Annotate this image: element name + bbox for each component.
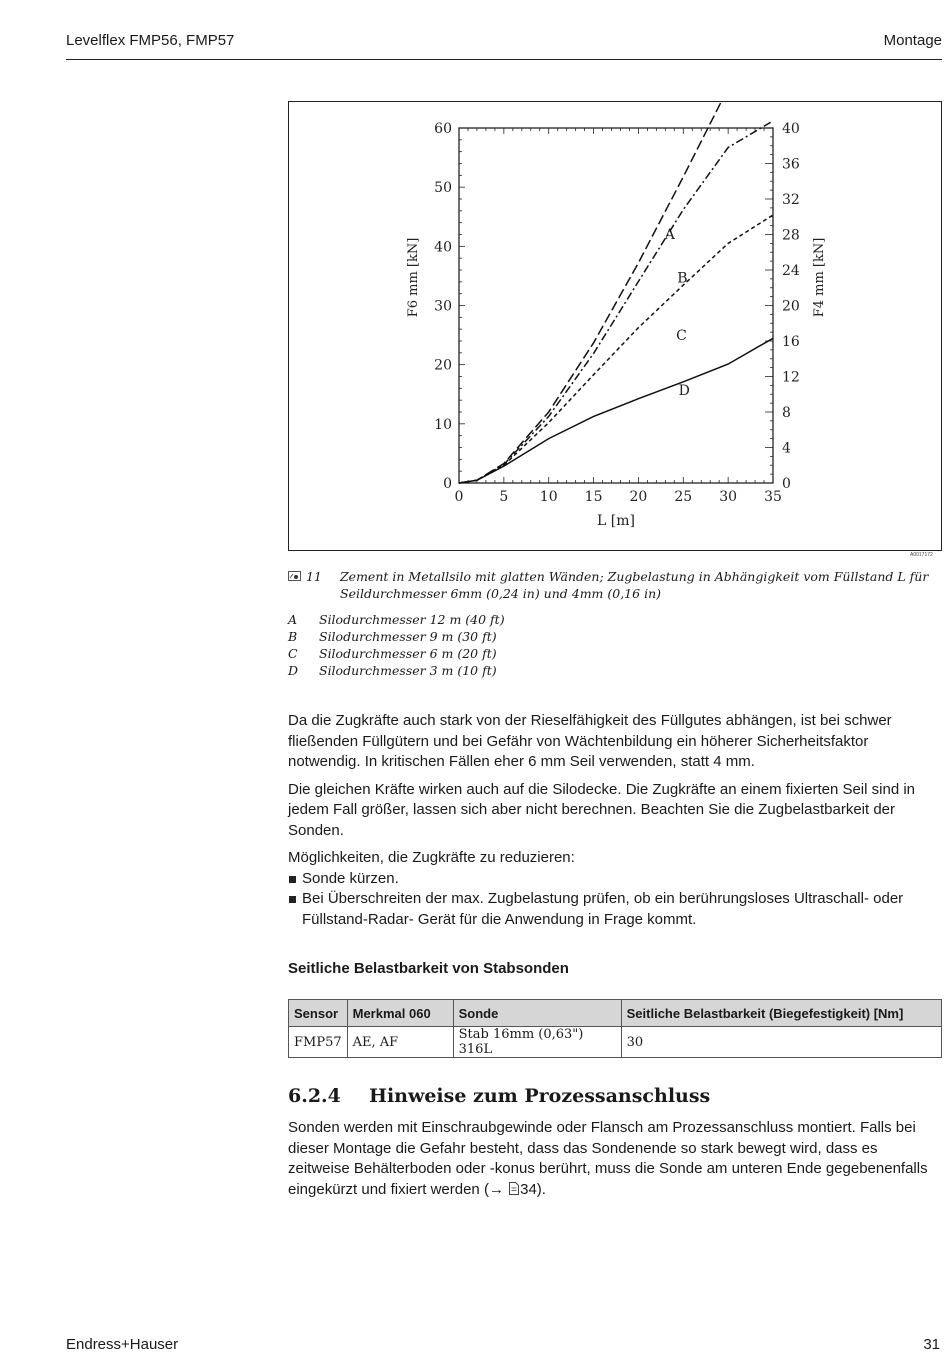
y-tick-label-left: 50 (434, 180, 452, 197)
header-rule (66, 59, 942, 60)
y-axis-label-right: F4 mm [kN] (812, 237, 827, 318)
x-tick-label: 20 (629, 489, 648, 505)
legend-text: Silodurchmesser 3 m (10 ft) (319, 663, 497, 678)
series-line-a (459, 102, 773, 483)
y-tick-label-right: 32 (782, 192, 800, 208)
table-row (289, 1027, 942, 1058)
x-tick-label: 5 (499, 489, 509, 505)
figure-number: 11 (288, 568, 322, 585)
x-tick-label: 15 (584, 489, 603, 505)
bullet-item: Sonde kürzen. (288, 869, 942, 890)
paragraph-1: Da die Zugkräfte auch stark von der Rieselfähigkeit des Füllgutes abhängen, ist bei schwer fließenden Füllgütern und bei Gefähr von Wächtenbildung ein höherer Sicherheitsfaktor notwendig. In kritischen Fällen eher 6 mm Seil verwenden, statt 4 mm. (288, 712, 892, 770)
table-header: Sonde (453, 1000, 621, 1027)
x-tick-label: 25 (674, 489, 693, 505)
legend-text: Silodurchmesser 6 m (20 ft) (319, 646, 497, 661)
series-label: A (664, 226, 675, 243)
bullet-item: Bei Überschreiten der max. Zugbelastung prüfen, ob ein berührungsloses Ultraschall- oder Füllstand-Radar- Gerät für die Anwendung in Frage kommt. (288, 889, 942, 930)
header-section: Montage (883, 32, 942, 49)
y-tick-label-right: 24 (782, 263, 800, 279)
footer-company: Endress+Hauser (66, 1336, 179, 1353)
table-cell: FMP57 (289, 1027, 348, 1058)
page-number: 31 (923, 1336, 940, 1353)
y-tick-label-left: 30 (434, 298, 452, 315)
series-line-c (459, 215, 773, 483)
y-tick-label-right: 0 (782, 476, 791, 492)
series-label: C (676, 328, 687, 345)
figure-caption-text: Zement in Metallsilo mit glatten Wänden; Zugbelastung in Abhängigkeit vom Füllstand L für Seildurchmesser 6mm (0,24 in) und 4mm (0,16 in) (340, 569, 929, 601)
chapter-text: Sonden werden mit Einschraubgewinde oder Flansch am Prozessanschluss montiert. Falls bei dieser Montage die Gefahr besteht, dass das Sondenende so stark bewegt wird, dass es zeitweise Behälterboden oder -konus berührt, muss die Sonde am unteren Ende gegebenenfalls eingekürzt und fixiert werden (→ 34). (288, 1119, 928, 1198)
chapter-number: 6.2.4 (288, 1085, 341, 1107)
plot-area (459, 128, 773, 483)
page-reference-icon (508, 1182, 520, 1195)
y-tick-label-right: 36 (782, 156, 800, 173)
x-tick-label: 30 (719, 489, 738, 505)
y-axis-label-left: F6 mm [kN] (406, 237, 421, 318)
x-tick-label: 0 (454, 489, 464, 505)
table-header: Sensor (289, 1000, 348, 1027)
x-axis-label: L [m] (597, 513, 635, 529)
y-tick-label-right: 20 (782, 298, 800, 315)
y-tick-label-right: 8 (782, 405, 791, 421)
y-tick-label-right: 28 (782, 227, 800, 244)
table-cell: Stab 16mm (0,63") 316L (453, 1027, 621, 1058)
table-cell: AE, AF (347, 1027, 453, 1058)
body-text (288, 711, 942, 930)
legend-text: Silodurchmesser 12 m (40 ft) (319, 612, 505, 627)
y-tick-label-right: 4 (782, 440, 791, 457)
figure-frame (288, 101, 942, 551)
table-header: Seitliche Belastbarkeit (Biegefestigkeit) [Nm] (621, 1000, 941, 1027)
x-tick-label: 10 (539, 489, 558, 505)
legend-key: C (288, 646, 298, 661)
y-tick-label-right: 40 (782, 121, 800, 137)
figure-code: A0017172 (910, 552, 933, 558)
paragraph-2: Die gleichen Kräfte wirken auch auf die Silodecke. Die Zugkräfte an einem fixierten Seil sind in jedem Fall größer, lassen sich aber nicht berechnen. Beachten Sie die Zugbelastbarkeit der Sonden. (288, 780, 915, 839)
chapter-title: Hinweise zum Prozessanschluss (369, 1085, 711, 1107)
table-header: Merkmal 060 (347, 1000, 453, 1027)
figure-icon (288, 571, 302, 582)
y-tick-label-right: 12 (782, 369, 800, 386)
section-heading: Seitliche Belastbarkeit von Stabsonden (288, 960, 569, 977)
paragraph-3: Möglichkeiten, die Zugkräfte zu reduzieren: (288, 849, 575, 866)
series-label: D (678, 383, 690, 400)
series-label: B (677, 270, 688, 287)
y-tick-label-left: 20 (434, 357, 452, 374)
reference-arrow: → (488, 1180, 504, 1198)
tensile-load-chart (289, 102, 941, 550)
y-tick-label-left: 10 (434, 416, 452, 433)
load-table (288, 999, 942, 1058)
legend-key: A (288, 612, 298, 627)
legend-text: Silodurchmesser 9 m (30 ft) (319, 629, 497, 644)
y-tick-label-left: 60 (434, 121, 452, 137)
reference-page: 34 (520, 1180, 537, 1198)
legend-key: B (288, 629, 298, 644)
table-cell: 30 (621, 1027, 941, 1058)
table-header-row (289, 1000, 942, 1027)
y-tick-label-right: 16 (782, 334, 800, 350)
y-tick-label-left: 0 (443, 476, 452, 492)
legend-key: D (288, 663, 299, 678)
header-title: Levelflex FMP56, FMP57 (66, 32, 235, 49)
x-tick-label: 35 (764, 489, 782, 505)
y-tick-label-left: 40 (434, 239, 452, 256)
